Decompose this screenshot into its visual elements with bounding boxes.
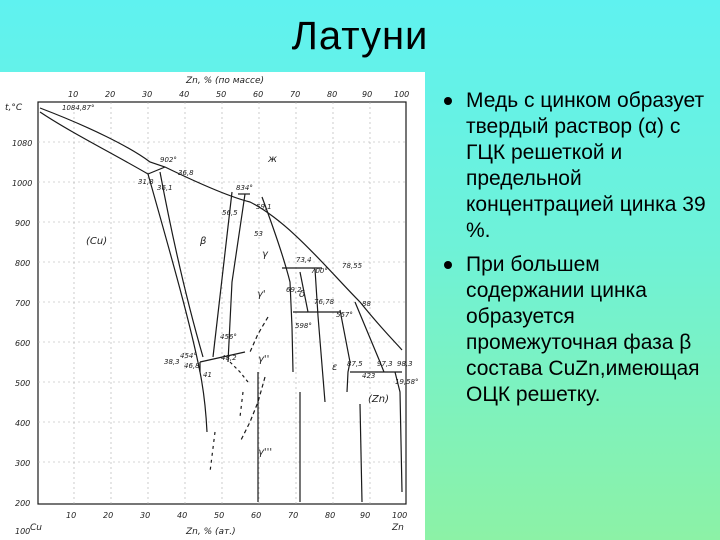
point-label: 36,1 — [157, 184, 173, 192]
epsilon-left — [340, 310, 350, 392]
top-axis-label: Zn, % (по массе) — [186, 76, 265, 86]
point-label: 700° — [311, 267, 328, 275]
right-element-label: Zn — [392, 523, 404, 533]
bullet-item — [440, 88, 710, 244]
beta-left — [160, 172, 203, 357]
y-tick: 700 — [15, 299, 31, 308]
bottom-tick: 40 — [177, 511, 188, 520]
phase-diagram-svg — [0, 72, 425, 540]
point-label: 902° — [160, 156, 177, 164]
left-element-label: Cu — [30, 523, 42, 533]
top-tick: 70 — [290, 90, 301, 99]
y-tick: 400 — [15, 419, 31, 428]
phase-label-delta: δ — [299, 289, 306, 300]
bullet-text: Медь с цинком образует твердый раствор (α) с ГЦК решеткой и предельной концентрацией цинка 39 %. — [466, 89, 706, 242]
point-label: 98,3 — [397, 360, 413, 368]
point-label: 87,5 — [347, 360, 363, 368]
point-label: 73,4 — [296, 256, 312, 264]
y-tick: 1000 — [12, 179, 33, 188]
point-label: 31,8 — [138, 178, 154, 186]
phase-label-gamma3: γ''' — [258, 447, 273, 458]
point-label: 59,1 — [256, 203, 272, 211]
point-label: 48,2 — [221, 354, 237, 362]
point-label: 78,55 — [342, 262, 363, 270]
phase-label-gamma2: γ'' — [258, 354, 270, 365]
point-label: 36,8 — [178, 169, 194, 177]
gamma-right — [262, 197, 293, 372]
phase-label-liquid: ж — [268, 154, 278, 165]
point-label: 38,3 — [164, 358, 180, 366]
y-axis-label: t,°C — [5, 103, 23, 113]
top-tick: 40 — [179, 90, 190, 99]
bottom-tick: 80 — [325, 511, 336, 520]
phase-label-beta: β — [200, 236, 207, 247]
alpha-solvus — [148, 174, 207, 432]
y-ticks — [12, 139, 32, 536]
point-label: 1084,87° — [62, 104, 95, 112]
bullet-item — [440, 252, 710, 408]
phase-labels — [86, 154, 389, 458]
phase-label-gamma: γ — [262, 249, 268, 260]
peritectic-902 — [148, 167, 165, 174]
slide-title: Латуни — [291, 14, 429, 58]
point-label: 88 — [362, 300, 371, 308]
y-tick: 1080 — [12, 139, 33, 148]
y-tick: 200 — [15, 499, 31, 508]
bottom-tick: 100 — [392, 511, 408, 520]
point-label: 557° — [336, 311, 353, 319]
point-label: 454° — [180, 352, 197, 360]
y-tick: 900 — [15, 219, 31, 228]
top-tick: 10 — [68, 90, 79, 99]
point-labels — [62, 104, 419, 386]
bullet-text: При большем содержании цинка образуется промежуточная фаза β состава CuZn,имеющая ОЦК решетку. — [466, 253, 700, 406]
point-label: 97,3 — [377, 360, 393, 368]
bottom-tick: 70 — [288, 511, 299, 520]
bottom-tick: 20 — [103, 511, 114, 520]
bullet-list — [440, 88, 710, 416]
bullet-dot-icon — [444, 97, 452, 105]
point-label: 56,5 — [222, 209, 238, 217]
point-label: 456° — [220, 333, 237, 341]
top-tick: 60 — [253, 90, 264, 99]
y-tick: 500 — [15, 379, 31, 388]
bottom-tick: 10 — [66, 511, 77, 520]
point-label: 41 — [203, 371, 212, 379]
alpha-solidus — [40, 112, 148, 174]
point-label: 598° — [295, 322, 312, 330]
y-tick: 600 — [15, 339, 31, 348]
phase-label-epsilon: ε — [332, 362, 338, 373]
top-tick: 100 — [394, 90, 410, 99]
phase-label-eta: (Zn) — [368, 394, 389, 405]
point-label: 53 — [254, 230, 263, 238]
y-tick: 300 — [15, 459, 31, 468]
y-tick: 800 — [15, 259, 31, 268]
y-tick: 100 — [15, 527, 31, 536]
point-label: 76,78 — [314, 298, 335, 306]
phase-label-alpha: (Cu) — [86, 236, 108, 247]
phase-label-gamma1: γ' — [257, 289, 266, 300]
bullet-dot-icon — [444, 261, 452, 269]
top-tick: 30 — [142, 90, 153, 99]
bottom-axis-label: Zn, % (ат.) — [186, 527, 236, 537]
point-label: 834° — [236, 184, 253, 192]
top-tick: 80 — [327, 90, 338, 99]
bottom-tick: 30 — [140, 511, 151, 520]
top-tick: 90 — [362, 90, 373, 99]
point-label: 423 — [362, 372, 376, 380]
top-tick: 50 — [216, 90, 227, 99]
bottom-tick: 90 — [360, 511, 371, 520]
point-label: 69,2 — [286, 286, 302, 294]
bottom-ticks — [66, 511, 407, 520]
phase-diagram — [0, 72, 425, 540]
point-label: 46,8 — [184, 362, 200, 370]
point-label: 19,58° — [395, 378, 419, 386]
bottom-tick: 60 — [251, 511, 262, 520]
top-ticks — [68, 90, 409, 99]
zn-solvus — [395, 372, 402, 492]
top-tick: 20 — [105, 90, 116, 99]
bottom-tick: 50 — [214, 511, 225, 520]
